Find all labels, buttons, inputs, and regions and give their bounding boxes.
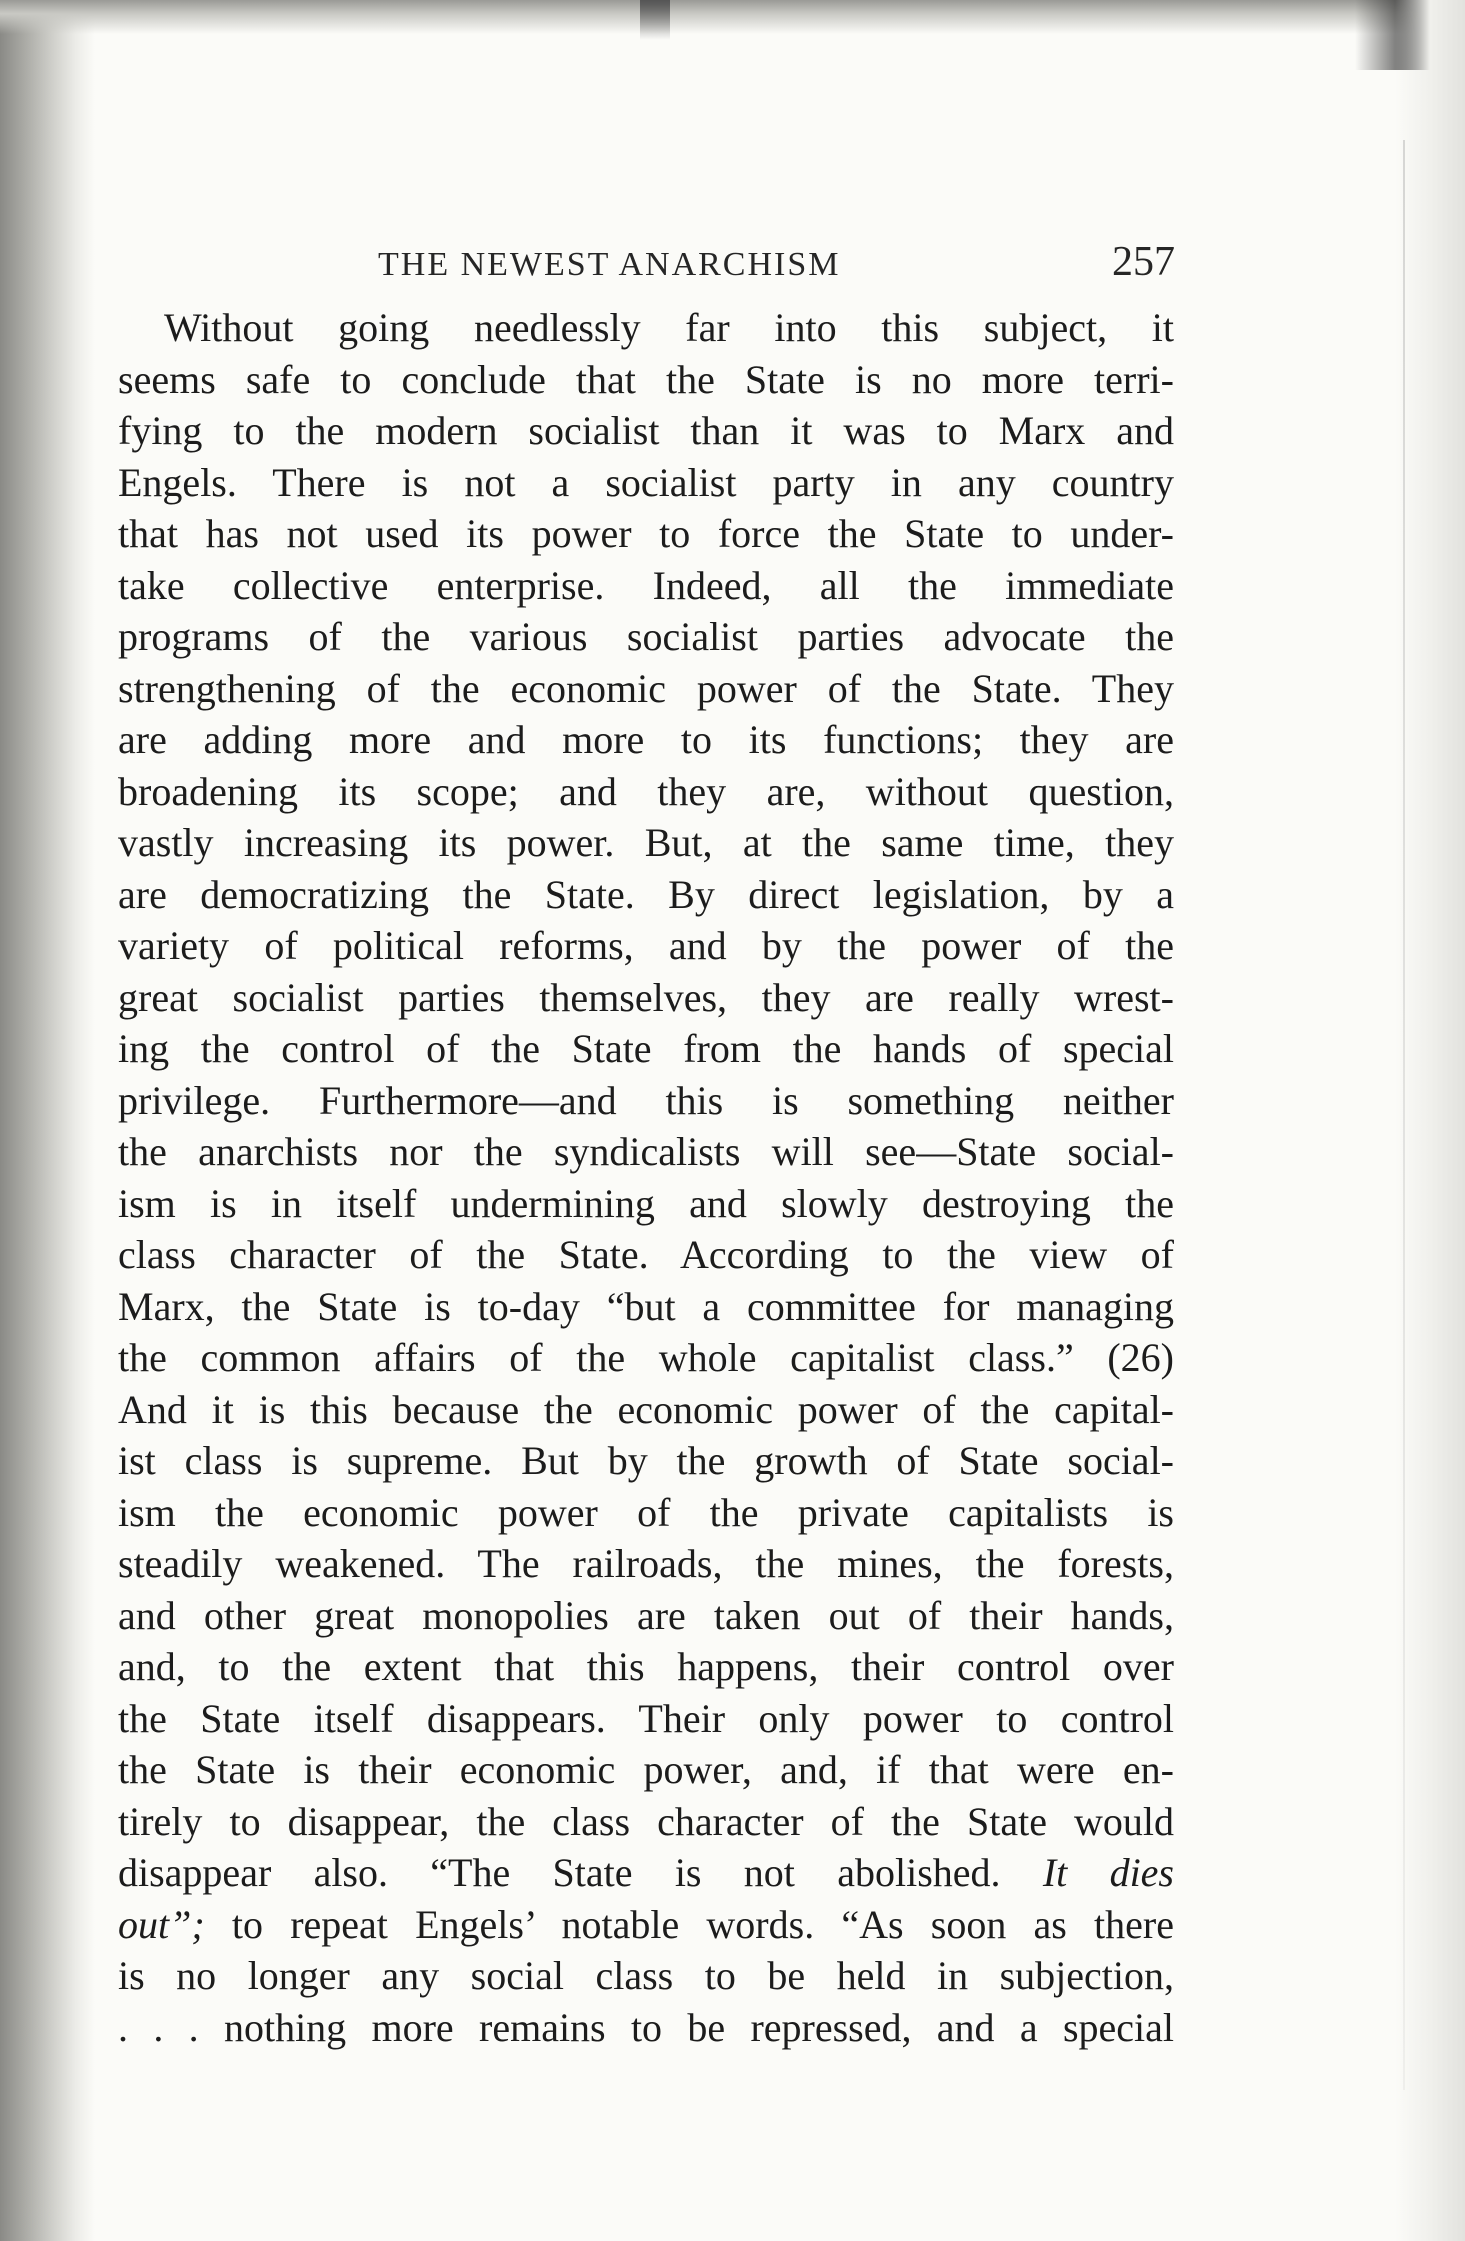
text-line: are democratizing the State. By direct legislation, by a xyxy=(118,871,1174,917)
text-line: Without going needlessly far into this subject, it xyxy=(164,305,1174,350)
page-gutter-shadow xyxy=(0,0,95,2241)
text-line: vastly increasing its power. But, at the same time, they xyxy=(118,820,1174,865)
page-top-edge xyxy=(0,0,1465,34)
text-line: seems safe to conclude that the State is no more terri- xyxy=(118,356,1174,402)
text-line: ing the control of the State from the hands of special xyxy=(118,1026,1174,1071)
text-line: Marx, the State is to-day “but a committee for managing xyxy=(118,1283,1174,1329)
text-line: take collective enterprise. Indeed, all the immediate xyxy=(118,562,1174,608)
text-line: privilege. Furthermore—and this is something neither xyxy=(118,1077,1174,1123)
text-line: and, to the extent that this happens, their control over xyxy=(118,1644,1174,1689)
text-line: that has not used its power to force the State to under- xyxy=(118,511,1174,556)
text-line: the State is their economic power, and, if that were en- xyxy=(118,1747,1174,1792)
text-line: variety of political reforms, and by the power of the xyxy=(118,923,1174,968)
text-line: fying to the modern socialist than it was to Marx and xyxy=(118,408,1174,453)
text-line: the common affairs of the whole capitalist class.” (26) xyxy=(118,1335,1174,1380)
text-line: class character of the State. According to the view of xyxy=(118,1232,1174,1277)
text-line: great socialist parties themselves, they are really wrest- xyxy=(118,974,1174,1020)
text-line: ism is in itself undermining and slowly destroying the xyxy=(118,1180,1174,1226)
text-line: programs of the various socialist parties advocate the xyxy=(118,614,1174,659)
text-line: . . . nothing more remains to be repressed, and a special xyxy=(118,2004,1174,2050)
text-line: and other great monopolies are taken out of their hands, xyxy=(118,1592,1174,1638)
text-line: steadily weakened. The railroads, the mines, the forests, xyxy=(118,1541,1174,1586)
text-line-with-emphasis xyxy=(118,1847,1174,1899)
page-right-edge xyxy=(1395,0,1465,2241)
page-number: 257 xyxy=(1112,239,1175,285)
body-paragraph xyxy=(118,302,1174,2053)
text-line: is no longer any social class to be held in subjection, xyxy=(118,1953,1174,1998)
running-title: THE NEWEST ANARCHISM xyxy=(378,246,841,283)
text-line: ist class is supreme. But by the growth of State social- xyxy=(118,1438,1174,1483)
text-line-with-emphasis xyxy=(118,1899,1174,1951)
text-line: Engels. There is not a socialist party in any country xyxy=(118,459,1174,505)
page-fold-line xyxy=(1403,140,1405,2090)
text-line: broadening its scope; and they are, without question, xyxy=(118,768,1174,814)
text-line: ism the economic power of the private capitalists is xyxy=(118,1489,1174,1535)
italic-phrase: out”; xyxy=(118,1901,205,1947)
italic-phrase: It dies xyxy=(1042,1850,1174,1895)
text-line: tirely to disappear, the class character of the State would xyxy=(118,1798,1174,1844)
text-line: strengthening of the economic power of the State. They xyxy=(118,665,1174,711)
text-line: the anarchists nor the syndicalists will see—State social- xyxy=(118,1129,1174,1174)
scan-artifact xyxy=(640,0,670,40)
text-line: the State itself disappears. Their only power to control xyxy=(118,1695,1174,1741)
text-line: are adding more and more to its functions; they are xyxy=(118,717,1174,762)
text-run: to repeat Engels’ notable words. “As soon as there xyxy=(231,1901,1175,1947)
text-run: disappear also. “The State is not abolished. xyxy=(118,1850,1001,1895)
text-line: And it is this because the economic power of the capital- xyxy=(118,1386,1174,1432)
